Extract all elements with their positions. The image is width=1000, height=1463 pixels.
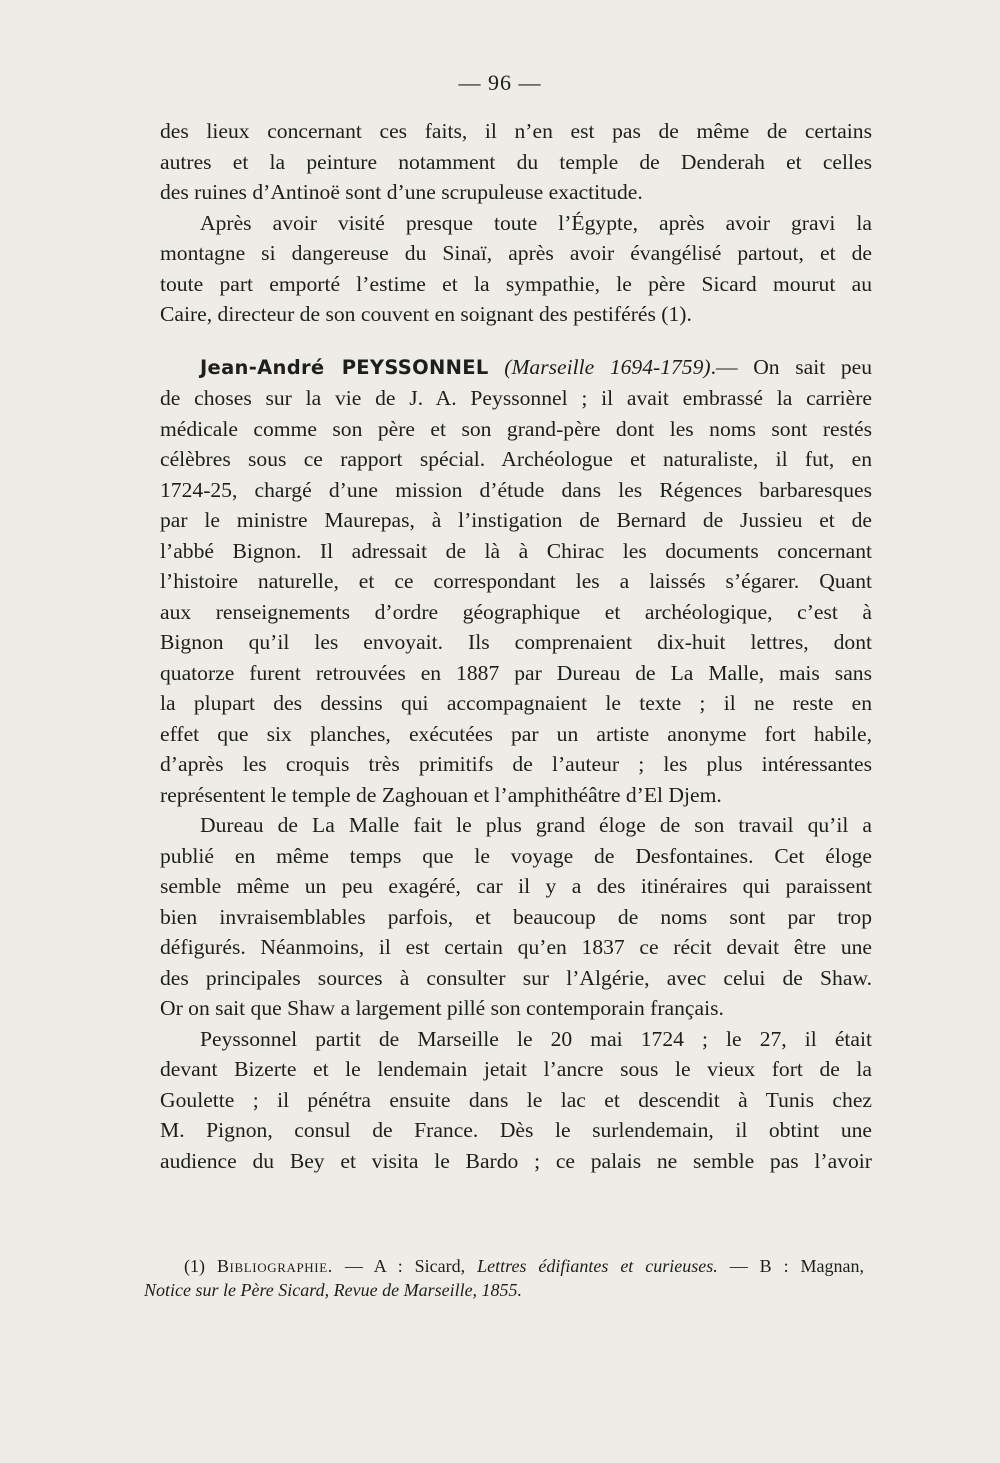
paragraph xyxy=(160,871,872,902)
text-line: représentent le temple de Zaghouan et l’amphithéâtre d’El Djem. xyxy=(160,782,722,807)
paragraph xyxy=(160,658,872,689)
paragraph xyxy=(160,1146,872,1177)
paragraph xyxy=(160,597,872,628)
section-heading-line xyxy=(160,352,872,384)
text-line: Goulette ; il pénétra ensuite dans le lac et descendit à Tunis chez xyxy=(160,1087,872,1112)
text-line: des lieux concernant ces faits, il n’en est pas de même de certains xyxy=(160,119,872,143)
paragraph xyxy=(160,719,872,750)
text-line: bien invraisemblables parfois, et beaucoup de noms sont par trop xyxy=(160,904,872,929)
text-line: toute part emporté l’estime et la sympathie, le père Sicard mourut au xyxy=(160,271,872,296)
text-line: défigurés. Néanmoins, il est certain qu’en 1837 ce récit devait être une xyxy=(160,935,872,959)
paragraph xyxy=(160,238,872,269)
footnote-ref-a: — A : Sicard, xyxy=(344,1256,466,1276)
paragraph xyxy=(160,566,872,597)
paragraph xyxy=(160,1115,872,1146)
text-line: aux renseignements d’ordre géographique et archéologique, c’est à xyxy=(160,599,872,624)
paragraph xyxy=(160,688,872,719)
paragraph xyxy=(160,444,872,475)
text-line: Caire, directeur de son couvent en soignant des pestiférés (1). xyxy=(160,302,692,326)
text-line: des principales sources à consulter sur l’Algérie, avec celui de Shaw. xyxy=(160,965,872,990)
text-line: de choses sur la vie de J. A. Peyssonnel ; il avait embrassé la carrière xyxy=(160,386,872,410)
footnote-ref-b: — B : Magnan, xyxy=(729,1256,865,1276)
paragraph xyxy=(160,627,872,658)
text-line: médicale comme son père et son grand-père dont les noms sont restés xyxy=(160,416,872,441)
text-line: publié en même temps que le voyage de Desfontaines. Cet éloge xyxy=(160,843,872,868)
paragraph xyxy=(160,1054,872,1085)
text-line: d’après les croquis très primitifs de l’auteur ; les plus intéressantes xyxy=(160,752,872,776)
text-line: Or on sait que Shaw a largement pillé son contemporain français. xyxy=(160,996,724,1020)
person-name: Jean-André PEYSSONNEL xyxy=(200,355,489,379)
paragraph xyxy=(160,414,872,445)
place-dates: (Marseille 1694-1759) xyxy=(504,354,711,379)
text-line: célèbres sous ce rapport spécial. Archéologue et naturaliste, il fut, en xyxy=(160,447,872,471)
body-text xyxy=(160,116,872,1176)
text-line: quatorze furent retrouvées en 1887 par Dureau de La Malle, mais sans xyxy=(160,660,872,685)
section-gap xyxy=(160,330,872,352)
paragraph xyxy=(160,810,872,841)
text-line: des ruines d’Antinoë sont d’une scrupuleuse exactitude. xyxy=(160,180,643,204)
paragraph xyxy=(160,116,872,147)
footnote xyxy=(144,1254,864,1302)
text-line: devant Bizerte et le lendemain jetait l’ancre sous le vieux fort de la xyxy=(160,1057,872,1081)
text-line: Peyssonnel partit de Marseille le 20 mai 1724 ; le 27, il était xyxy=(200,1026,872,1051)
paragraph xyxy=(160,147,872,178)
paragraph xyxy=(160,177,872,208)
paragraph xyxy=(160,932,872,963)
paragraph xyxy=(160,963,872,994)
text-line: l’histoire naturelle, et ce correspondant les a laissés s’égarer. Quant xyxy=(160,569,872,593)
paragraph xyxy=(160,1085,872,1116)
text-line: audience du Bey et visita le Bardo ; ce palais ne semble pas l’avoir xyxy=(160,1148,872,1173)
text-line: la plupart des dessins qui accompagnaient le texte ; il ne reste en xyxy=(160,691,872,715)
text-line: Dureau de La Malle fait le plus grand éloge de son travail qu’il a xyxy=(200,813,872,837)
text-line: montagne si dangereuse du Sinaï, après avoir évangélisé partout, et de xyxy=(160,241,872,265)
footnote-line xyxy=(144,1254,864,1278)
page-number: — 96 — xyxy=(458,70,542,95)
text-line: 1724-25, chargé d’une mission d’étude dans les Régences barbaresques xyxy=(160,477,872,502)
footnote-work-b: Notice sur le Père Sicard, Revue de Marseille, 1855. xyxy=(144,1280,523,1300)
paragraph xyxy=(160,1024,872,1055)
paragraph xyxy=(160,475,872,506)
text-line: semble même un peu exagéré, car il y a des itinéraires qui paraissent xyxy=(160,874,872,898)
paragraph xyxy=(160,841,872,872)
paragraph xyxy=(160,505,872,536)
text-line: par le ministre Maurepas, à l’instigation de Bernard de Jussieu et de xyxy=(160,508,872,532)
paragraph xyxy=(160,536,872,567)
footnote-work-a: Lettres édifiantes et curieuses. xyxy=(477,1256,718,1276)
footnote-line xyxy=(144,1278,864,1302)
paragraph xyxy=(160,269,872,300)
paragraph xyxy=(160,780,872,811)
text-line: M. Pignon, consul de France. Dès le surlendemain, il obtint une xyxy=(160,1118,872,1142)
paragraph xyxy=(160,383,872,414)
text-line: effet que six planches, exécutées par un artiste anonyme fort habile, xyxy=(160,721,872,746)
heading-continuation: .— On sait peu xyxy=(710,354,873,379)
paragraph xyxy=(160,208,872,239)
text-line: l’abbé Bignon. Il adressait de là à Chirac les documents concernant xyxy=(160,538,872,563)
paragraph xyxy=(160,299,872,330)
footnote-number: (1) xyxy=(184,1256,205,1276)
text-line: Bignon qu’il les envoyait. Ils comprenaient dix-huit lettres, dont xyxy=(160,630,872,654)
paragraph xyxy=(160,749,872,780)
text-line: Après avoir visité presque toute l’Égypte, après avoir gravi la xyxy=(200,210,872,235)
footnote-label: Bibliographie. xyxy=(216,1256,333,1276)
paragraph xyxy=(160,993,872,1024)
paragraph xyxy=(160,902,872,933)
text-line: autres et la peinture notamment du temple de Denderah et celles xyxy=(160,149,872,174)
